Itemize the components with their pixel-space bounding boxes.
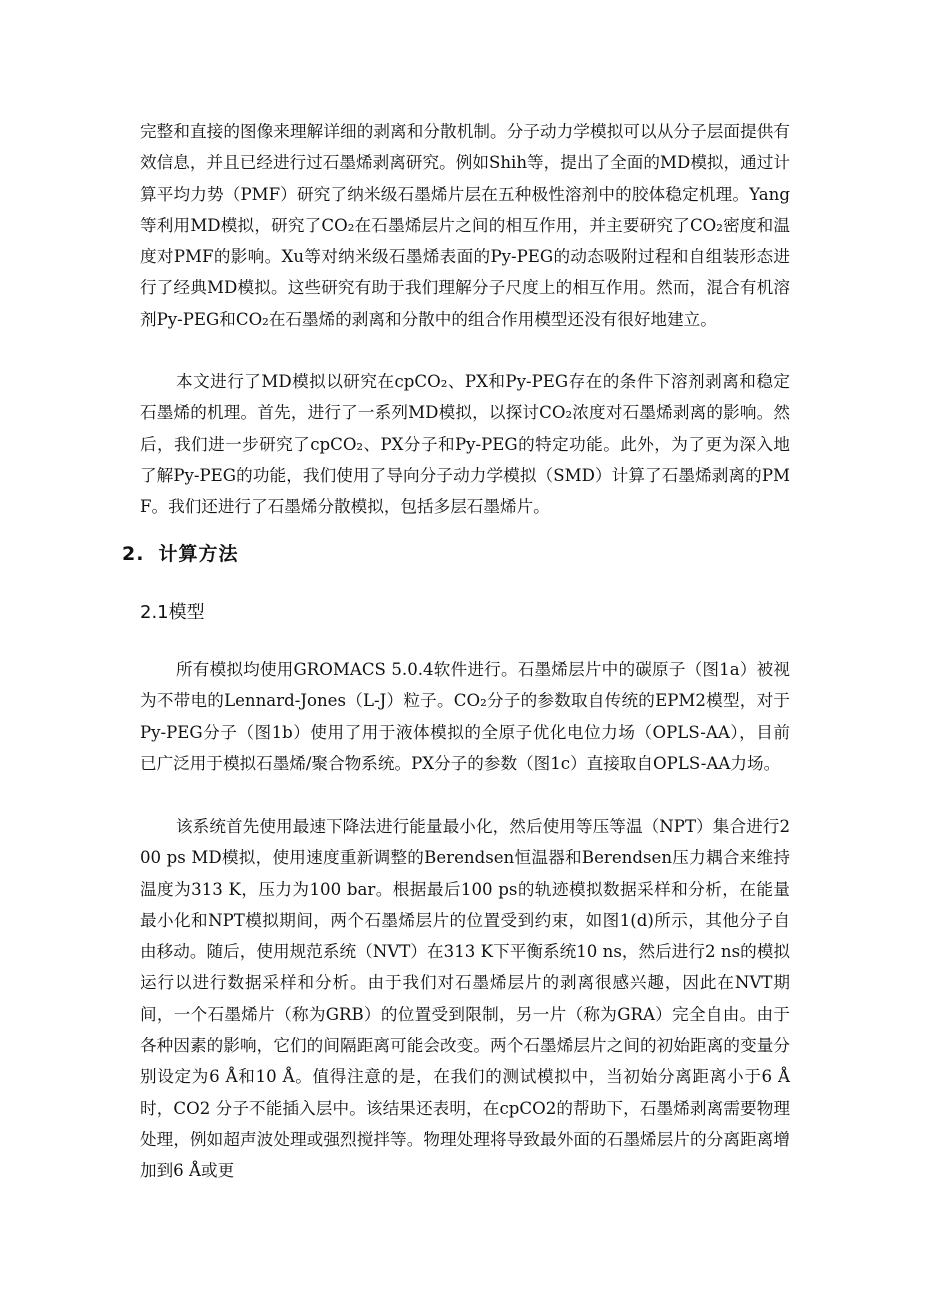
section-number: 2. xyxy=(122,543,145,565)
body-paragraph-model: 所有模拟均使用GROMACS 5.0.4软件进行。石墨烯层片中的碳原子（图1a）被视为不带电的Lennard-Jones（L-J）粒子。CO₂分子的参数取自传统的EPM2模型，对于Py-PEG分子（图1b）使用了用于液体模拟的全原子优化电位力场（OPLS-AA），目前已广泛用于模拟石墨烯/聚合物系统。PX分子的参数（图1c）直接取自OPLS-AA力场。 xyxy=(140,660,790,773)
section-title: 计算方法 xyxy=(158,543,239,565)
body-paragraph-intro-continued: 完整和直接的图像来理解详细的剥离和分散机制。分子动力学模拟可以从分子层面提供有效信息，并且已经进行过石墨烯剥离研究。例如Shih等，提出了全面的MD模拟，通过计算平均力势（PMF）研究了纳米级石墨烯片层在五种极性溶剂中的胶体稳定机理。Yang等利用MD模拟，研究了CO₂在石墨烯层片之间的相互作用，并主要研究了CO₂密度和温度对PMF的影响。Xu等对纳米级石墨烯表面的Py-PEG的动态吸附过程和自组装形态进行了经典MD模拟。这些研究有助于我们理解分子尺度上的相互作用。然而，混合有机溶剂Py-PEG和CO₂在石墨烯的剥离和分散中的组合作用模型还没有很好地建立。 xyxy=(140,122,790,329)
section-heading xyxy=(122,539,238,566)
subsection-heading: 2.1模型 xyxy=(140,602,205,623)
body-paragraph-simulation: 该系统首先使用最速下降法进行能量最小化，然后使用等压等温（NPT）集合进行200 ps MD模拟，使用速度重新调整的Berendsen恒温器和Berendsen压力耦合来维持温度为313 K，压力为100 bar。根据最后100 ps的轨迹模拟数据采样和分析，在能量最小化和NPT模拟期间，两个石墨烯层片的位置受到约束，如图1(d)所示，其他分子自由移动。随后，使用规范系统（NVT）在313 K下平衡系统10 ns，然后进行2 ns的模拟运行以进行数据采样和分析。由于我们对石墨烯层片的剥离很感兴趣，因此在NVT期间，一个石墨烯片（称为GRB）的位置受到限制，另一片（称为GRA）完全自由。由于各种因素的影响，它们的间隔距离可能会改变。两个石墨烯层片之间的初始距离的变量分别设定为6 Å和10 Å。值得注意的是，在我们的测试模拟中，当初始分离距离小于6 Å时，CO2 分子不能插入层中。该结果还表明，在cpCO2的帮助下，石墨烯剥离需要物理处理，例如超声波处理或强烈搅拌等。物理处理将导致最外面的石墨烯层片的分离距离增加到6 Å或更 xyxy=(140,817,790,1181)
body-paragraph-this-work: 本文进行了MD模拟以研究在cpCO₂、PX和Py-PEG存在的条件下溶剂剥离和稳定石墨烯的机理。首先，进行了一系列MD模拟，以探讨CO₂浓度对石墨烯剥离的影响。然后，我们进一步研究了cpCO₂、PX分子和Py-PEG的特定功能。此外，为了更为深入地了解Py-PEG的功能，我们使用了导向分子动力学模拟（SMD）计算了石墨烯剥离的PMF。我们还进行了石墨烯分散模拟，包括多层石墨烯片。 xyxy=(140,372,790,517)
